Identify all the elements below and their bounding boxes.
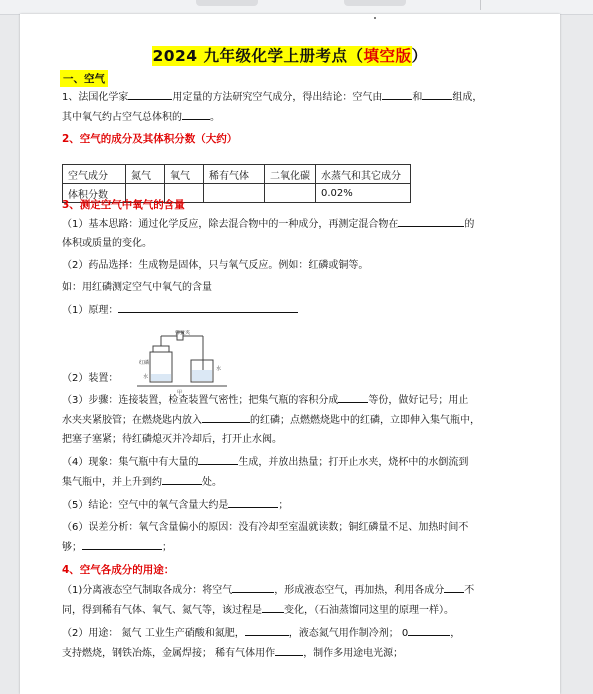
toolbar-tab[interactable] [196,0,258,6]
table-cell: 0.02% [316,184,411,203]
paragraph-text: 集气瓶中，并上升到约 [62,477,162,488]
paragraph-text: （1)分离液态空气制取各成分：将空气 [62,585,233,596]
title-highlight [152,46,411,66]
title-variant: 填空版 [363,47,412,65]
blank[interactable] [408,623,450,636]
paragraph-text: ， [450,628,461,639]
table-cell: 二氧化碳 [265,165,316,184]
paragraph-text: 把塞子塞紧；待红磷熄灭并冷却后，打开止水阀。 [62,434,282,445]
table-cell: 体积分数 [63,184,126,203]
title-paren-close: ） [411,47,428,65]
paragraph-text: 变化，（石油蒸馏同这里的原理一样）。 [284,605,454,616]
measure-idea [62,214,514,320]
paragraph-text: ； [278,500,289,511]
q1-text: 和 [412,92,423,103]
paragraph-text: 体积或质量的变化。 [62,238,152,249]
paragraph-text: （1）原理： [62,305,119,316]
paragraph-text: 的 [464,219,475,230]
label-jia: 甲 [177,390,183,396]
section-heading-composition: 2、空气的成分及其体积分数（大约） [62,133,238,145]
q1-text: 。 [210,112,220,123]
toolbar-tab[interactable] [344,0,406,6]
paragraph-text: 生成，并放出热量；打开止水夹，烧杯中的水倒流到 [238,457,469,468]
viewer-top-strip [0,0,593,14]
paragraph-text: ； [162,542,172,553]
page-title [20,44,560,66]
paragraph-text: 如：用红磷测定空气中氧气的含量 [62,282,212,293]
cursor-dot [374,17,376,19]
blank[interactable] [128,87,172,100]
paragraph-text: （2）药品选择：生成物是固体，只与氧气反应。例如：红磷或铜等。 [62,260,369,271]
paragraph-text: （5）结论：空气中的氧气含量大约是 [62,500,229,511]
section-heading-oxygen-measure: 3、测定空气中氧气的含量 [62,199,185,211]
paragraph-text: （2）装置： [62,373,119,384]
table-cell: 氮气 [126,165,165,184]
q1-text: 1、法国化学家 [62,92,129,103]
label-phosphorus: 红磷 [139,360,150,366]
paragraph-text: 处。 [202,477,222,488]
q1-text: 组成， [452,92,483,103]
blank[interactable] [338,390,368,403]
q1-text: 用定量的方法研究空气成分，得出结论：空气由 [172,92,383,103]
table-cell[interactable] [204,184,265,203]
table-cell: 水蒸气和其它成分 [316,165,411,184]
paragraph-text: ，形成液态空气，再加热，利用各成分 [274,585,445,596]
table-cell: 氧气 [165,165,204,184]
paragraph-text: 够； [62,542,82,553]
blank[interactable] [198,452,238,465]
paragraph-text: ，液态氮气用作制冷剂； 0 [288,628,409,639]
q1-text: 其中氧气约占空气总体积的 [62,112,182,123]
paragraph-text: 不 [464,585,475,596]
blank[interactable] [398,214,464,227]
paragraph-text: （2）用途： 氮气 工业生产硝酸和氮肥， [62,628,245,639]
blank[interactable] [118,300,298,313]
blank[interactable] [262,600,284,613]
blank[interactable] [228,495,278,508]
title-paren-open: （ [347,47,364,65]
title-main: 2024 九年级化学上册考点 [152,47,348,65]
blank[interactable] [245,623,289,636]
label-clamp: 弹簧夹 [175,330,191,336]
paragraph-text: （1）基本思路：通过化学反应，除去混合物中的一种成分，再测定混合物在 [62,219,399,230]
label-water-right: 水 [216,366,222,372]
paragraph-text: （4）现象：集气瓶中有大量的 [62,457,199,468]
table-cell: 空气成分 [63,165,126,184]
blank[interactable] [82,537,162,550]
paragraph-text: （6）误差分析：氧气含量偏小的原因：没有冷却至室温就读数；铜红磷量不足、加热时间不 [62,522,469,533]
document-page [20,14,560,694]
blank[interactable] [202,410,250,423]
paragraph-text: ，制作多用途电光源； [303,648,404,659]
paragraph-text: （3）步骤：连接装置，检查装置气密性；把集气瓶的容积分成 [62,395,339,406]
blank[interactable] [382,87,412,100]
blank[interactable] [275,643,303,656]
label-water-left: 水 [143,374,149,380]
blank[interactable] [444,580,464,593]
paragraph-text: 的红磷；点燃燃烧匙中的红磷，立即伸入集气瓶中， [250,415,480,426]
section-heading-uses: 4、空气各成分的用途： [62,564,175,576]
paragraph-text: 等份，做好记号；用止 [368,395,469,406]
question-1 [62,87,514,127]
paragraph-text: 水夹夹紧胶管；在燃烧匙内放入 [62,415,202,426]
measure-steps [62,369,514,557]
toolbar-divider [480,0,481,10]
bottle-stopper [153,346,169,352]
table-cell[interactable] [265,184,316,203]
section-heading-air: 一、空气 [60,70,108,87]
paragraph-text: 支持燃烧，钢铁冶炼，金属焊接； 稀有气体用作 [62,648,276,659]
blank[interactable] [162,472,202,485]
blank[interactable] [232,580,274,593]
blank[interactable] [182,107,210,120]
blank[interactable] [422,87,452,100]
paragraph-text: 同，得到稀有气体、氧气、氮气等，该过程是 [62,605,262,616]
table-row [63,165,411,184]
uses-block [62,580,514,663]
table-cell: 稀有气体 [204,165,265,184]
